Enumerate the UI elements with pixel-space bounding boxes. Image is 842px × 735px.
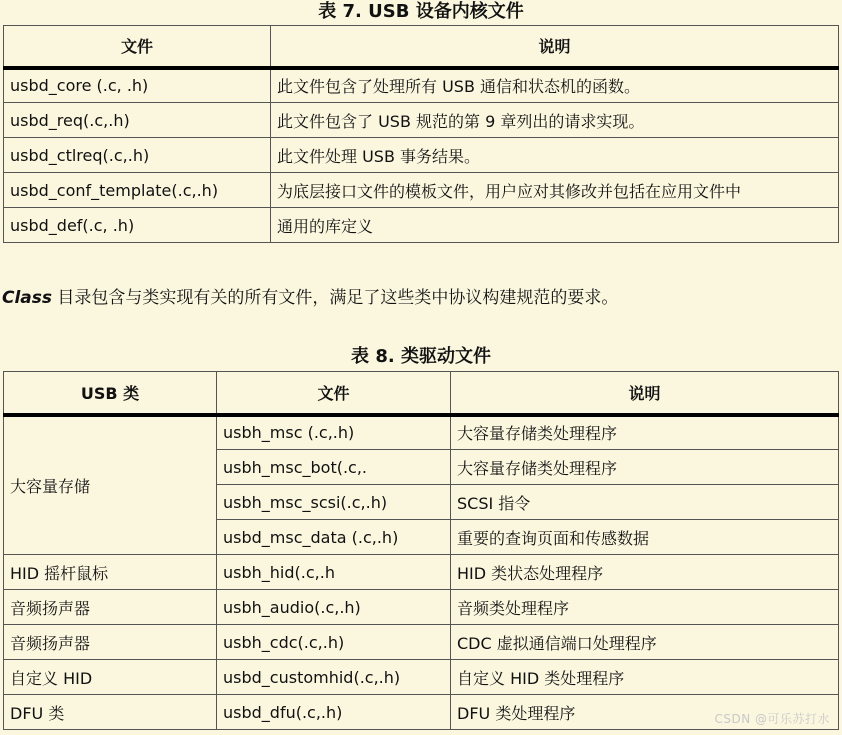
file-cell: usbh_msc (.c,.h)	[217, 415, 451, 450]
table-row	[4, 625, 839, 660]
description-cell: 音频类处理程序	[451, 590, 839, 625]
description-cell: HID 类状态处理程序	[451, 555, 839, 590]
file-cell: usbd_msc_data (.c,.h)	[217, 520, 451, 555]
file-cell: usbd_def(.c, .h)	[4, 208, 271, 243]
file-cell: usbd_dfu(.c,.h)	[217, 695, 451, 730]
file-cell: usbd_customhid(.c,.h)	[217, 660, 451, 695]
table-row	[4, 208, 839, 243]
description-cell: CDC 虚拟通信端口处理程序	[451, 625, 839, 660]
description-cell: 大容量存储类处理程序	[451, 450, 839, 485]
table-row	[4, 695, 839, 730]
paragraph-text: 目录包含与类实现有关的所有文件，满足了这些类中协议构建规范的要求。	[52, 288, 619, 308]
file-cell: usbh_audio(.c,.h)	[217, 590, 451, 625]
table-row	[4, 173, 839, 208]
description-cell: 为底层接口文件的模板文件，用户应对其修改并包括在应用文件中	[271, 173, 839, 208]
header-description: 说明	[451, 372, 839, 415]
usb-class-cell: 大容量存储	[4, 415, 217, 555]
table-row	[4, 138, 839, 173]
file-cell: usbd_conf_template(.c,.h)	[4, 173, 271, 208]
table-row	[4, 68, 839, 103]
csdn-watermark: CSDN @可乐苏打水	[714, 712, 830, 726]
table-row	[4, 103, 839, 138]
description-cell: 重要的查询页面和传感数据	[451, 520, 839, 555]
file-cell: usbh_cdc(.c,.h)	[217, 625, 451, 660]
class-keyword: Class	[2, 288, 53, 308]
description-cell: 此文件包含了 USB 规范的第 9 章列出的请求实现。	[271, 103, 839, 138]
usb-class-cell: 音频扬声器	[4, 590, 217, 625]
description-cell: SCSI 指令	[451, 485, 839, 520]
description-cell: 此文件处理 USB 事务结果。	[271, 138, 839, 173]
file-cell: usbh_msc_scsi(.c,.h)	[217, 485, 451, 520]
header-usb-class: USB 类	[4, 372, 217, 415]
description-cell: 大容量存储类处理程序	[451, 415, 839, 450]
usb-class-cell: 自定义 HID	[4, 660, 217, 695]
header-file: 文件	[217, 372, 451, 415]
file-cell: usbh_hid(.c,.h	[217, 555, 451, 590]
usb-class-cell: 音频扬声器	[4, 625, 217, 660]
table-row	[4, 590, 839, 625]
usb-device-core-files-table	[3, 25, 839, 243]
class-directory-paragraph	[2, 285, 840, 311]
table8-caption: 表 8. 类驱动文件	[351, 346, 491, 367]
description-cell: 此文件包含了处理所有 USB 通信和状态机的函数。	[271, 68, 839, 103]
file-cell: usbd_core (.c, .h)	[4, 68, 271, 103]
file-cell: usbh_msc_bot(.c,.	[217, 450, 451, 485]
file-cell: usbd_req(.c,.h)	[4, 103, 271, 138]
header-file: 文件	[4, 26, 271, 68]
table-row	[4, 415, 839, 450]
description-cell: 通用的库定义	[271, 208, 839, 243]
header-description: 说明	[271, 26, 839, 68]
usb-class-cell: HID 摇杆鼠标	[4, 555, 217, 590]
description-cell: 自定义 HID 类处理程序	[451, 660, 839, 695]
table-row	[4, 660, 839, 695]
description-cell: DFU 类处理程序	[451, 695, 839, 730]
usb-class-cell: DFU 类	[4, 695, 217, 730]
file-cell: usbd_ctlreq(.c,.h)	[4, 138, 271, 173]
class-driver-files-table	[3, 371, 839, 730]
table7-caption: 表 7. USB 设备内核文件	[318, 1, 524, 22]
table-row	[4, 555, 839, 590]
